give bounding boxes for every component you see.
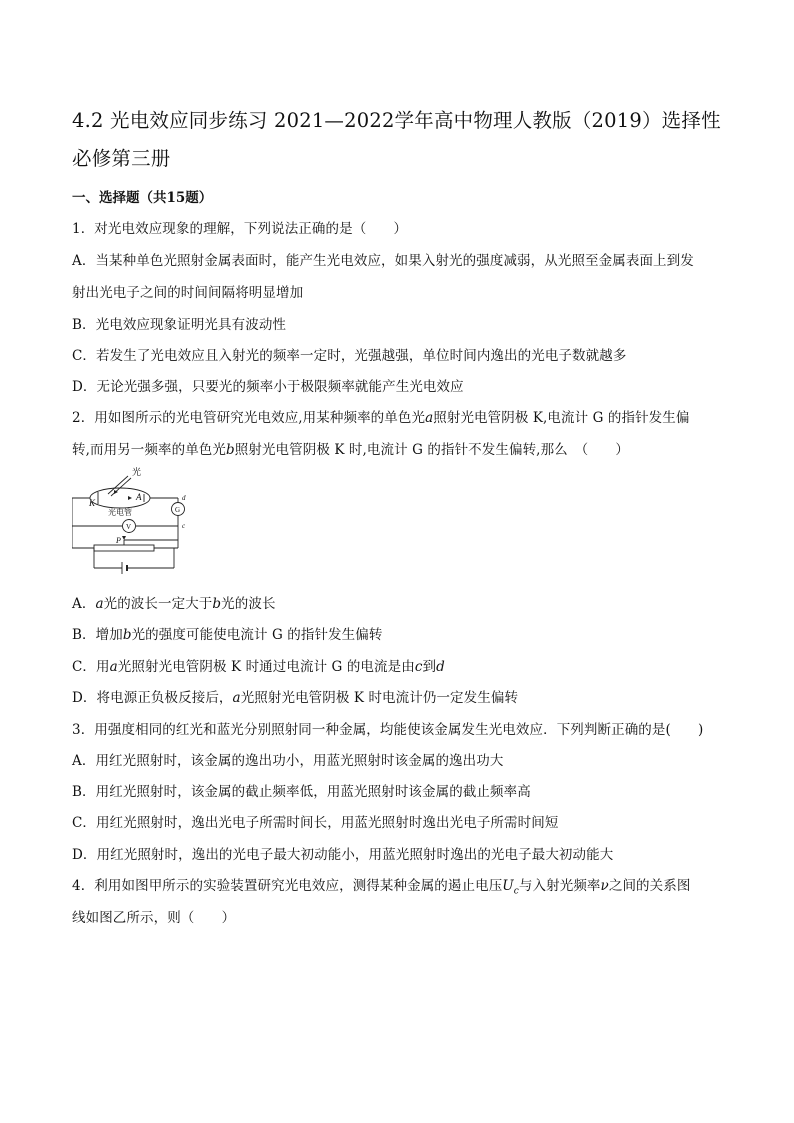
diagram-label-c: c — [182, 522, 186, 530]
var-b: b — [122, 627, 132, 643]
q3-stem: 3．用强度相同的红光和蓝光分别照射同一种金属，均能使该金属发生光电效应．下列判断正确的是( ) — [72, 722, 704, 738]
q2-stem-text: 照射光电管阴极 K,电流计 G 的指针发生偏 — [433, 410, 690, 426]
q2-stem-line1 — [72, 406, 689, 426]
q1-option-c: C．若发生了光电效应且入射光的频率一定时，光强越强，单位时间内逸出的光电子数就越多 — [72, 348, 627, 364]
q1-option-b: B．光电效应现象证明光具有波动性 — [72, 317, 287, 333]
var-b: b — [212, 596, 222, 612]
q2-option-b — [72, 623, 382, 643]
var-a: a — [95, 596, 104, 612]
page-title: 4.2 光电效应同步练习 2021—2022学年高中物理人教版（2019）选择性必修第三册 — [72, 109, 721, 170]
var-a: a — [232, 690, 241, 706]
q2-stem-text: 照射光电管阴极 K 时,电流计 G 的指针不发生偏转,那么 （ ） — [234, 442, 630, 458]
q3-option-b: B．用红光照射时，该金属的截止频率低，用蓝光照射时该金属的截止频率高 — [72, 784, 531, 800]
q1-option-a-cont: 射出光电子之间的时间间隔将明显增加 — [72, 285, 304, 301]
q4-stem-line1 — [72, 874, 690, 897]
diagram-label-k: K — [89, 498, 96, 508]
q1-option-d: D．无论光强多强，只要光的频率小于极限频率就能产生光电效应 — [72, 379, 464, 395]
var-a: a — [109, 659, 118, 675]
option-text: 光照射光电管阴极 K 时电流计仍一定发生偏转 — [240, 690, 519, 706]
q3-option-a: A．用红光照射时，该金属的逸出功小，用蓝光照射时该金属的逸出功大 — [72, 753, 504, 769]
q4-stem-line2: 线如图乙所示，则（ ） — [72, 910, 236, 926]
q3-option-c: C．用红光照射时，逸出光电子所需时间长，用蓝光照射时逸出光电子所需时间短 — [72, 815, 559, 831]
option-text: 光的强度可能使电流计 G 的指针发生偏转 — [131, 627, 383, 643]
q2-option-c — [72, 655, 445, 675]
section-heading: 一、选择题（共15题） — [72, 190, 213, 206]
var-a: a — [425, 410, 434, 426]
diagram-label-light: 光 — [132, 467, 142, 477]
option-label: A． — [72, 596, 96, 612]
q2-option-a — [72, 592, 276, 612]
q4-stem-text: 4．利用如图甲所示的实验装置研究光电效应，测得某种金属的遏止电压 — [72, 878, 503, 894]
diagram-label-v: V — [126, 523, 132, 531]
q2-option-d — [72, 686, 518, 706]
phototube-circuit-diagram — [72, 466, 192, 576]
diagram-label-p: P — [116, 536, 121, 545]
option-text: 光的波长 — [221, 596, 276, 612]
option-text: D．将电源正负极反接后， — [72, 690, 233, 706]
diagram-label-g: G — [175, 506, 181, 514]
diagram-label-tube: 光电管 — [108, 508, 132, 517]
option-text: 光照射光电管阴极 K 时通过电流计 G 的电流是由 — [117, 659, 415, 675]
option-text: C．用 — [72, 659, 110, 675]
option-text: 光的波长一定大于 — [103, 596, 213, 612]
var-d: d — [436, 659, 445, 675]
q1-option-a: A．当某种单色光照射金属表面时，能产生光电效应，如果入射光的强度减弱，从光照至金属表面上到发 — [72, 253, 694, 269]
q2-stem-text: 转,而用另一频率的单色光 — [72, 442, 226, 458]
option-text: B．增加 — [72, 627, 123, 643]
diagram-label-d: d — [182, 494, 186, 502]
var-nu: ν — [600, 878, 609, 894]
q3-option-d: D．用红光照射时，逸出的光电子最大初动能小，用蓝光照射时逸出的光电子最大初动能大 — [72, 847, 614, 863]
var-u: U — [502, 878, 514, 894]
diagram-label-a: A — [136, 492, 142, 502]
q2-stem-text: 2．用如图所示的光电管研究光电效应,用某种频率的单色光 — [72, 410, 426, 426]
var-u-sub: c — [513, 886, 519, 897]
var-b: b — [226, 442, 235, 458]
var-c: c — [414, 659, 423, 675]
q1-stem: 1．对光电效应现象的理解，下列说法正确的是（ ） — [72, 221, 408, 237]
q4-stem-text: 之间的关系图 — [608, 878, 691, 894]
option-text: 到 — [422, 659, 437, 675]
q2-stem-line2 — [72, 438, 629, 458]
q4-stem-text: 与入射光频率 — [518, 878, 601, 894]
